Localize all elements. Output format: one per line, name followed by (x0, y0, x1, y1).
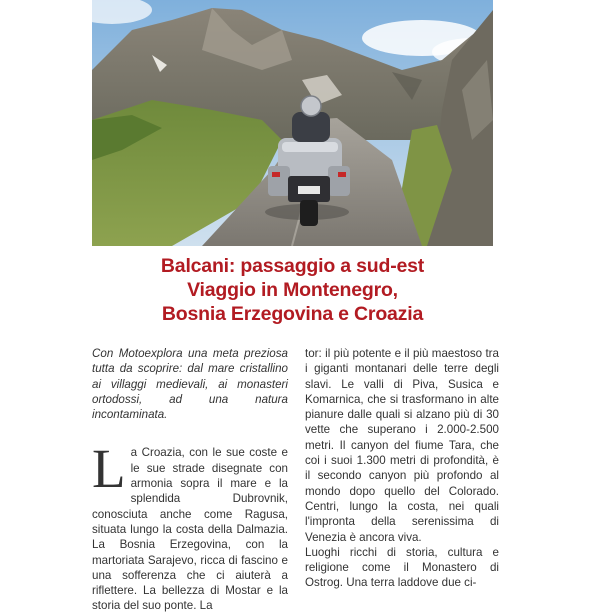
headline-line: Viaggio in Montenegro, (187, 279, 398, 301)
article-column-left (92, 346, 288, 614)
motorcycle-mountain-road-photo (92, 0, 493, 246)
article-column-right (305, 346, 499, 591)
article-body-left (92, 438, 288, 613)
headline-line: Bosnia Erzegovina e Croazia (161, 303, 424, 325)
drop-cap: L (92, 438, 126, 500)
article-body-right-paragraph: Luoghi ricchi di storia, cultura e religione come il Monastero di Ostrog. Una terra laddove due ci- (305, 545, 499, 590)
article-headline (92, 254, 493, 326)
headline-line: Balcani: passaggio a sud-est (160, 255, 425, 277)
article-intro: Con Motoexplora una meta preziosa tutta da scoprire: dal mare cristallino ai villaggi medievali, ai monasteri ortodossi, ad una natura incontaminata. (92, 347, 288, 422)
article-body-text: a Croazia, con le sue coste e le sue strade disegnate con armonia sopra il mare e la splendida Dubrovnik, conosciuta anche come Ragusa, situata lungo la costa della Dalmazia. La Bosnia Erzegovina, con la martoriata Sarajevo, ricca di fascino e una sofferenza che ci aiuterà a riflettere. La bellezza di Mostar e la storia del suo ponte. La (92, 446, 288, 613)
article-body-right: tor: il più potente e il più maestoso tra i giganti montanari delle terre degli slavi. Le valli di Piva, Susica e Komarnica, che si trasformano in alte pianure dalle quali si alzano più di 30 vette che superano i 2.000-2.500 metri. Il canyon del fiume Tara, che coi i suoi 1.300 metri di profondità, è il secondo canyon più profondo al mondo dopo quello del Colorado. Centri, lungo la costa, nei quali l'impronta della serenissima di Venezia è ancora viva. (305, 347, 499, 544)
